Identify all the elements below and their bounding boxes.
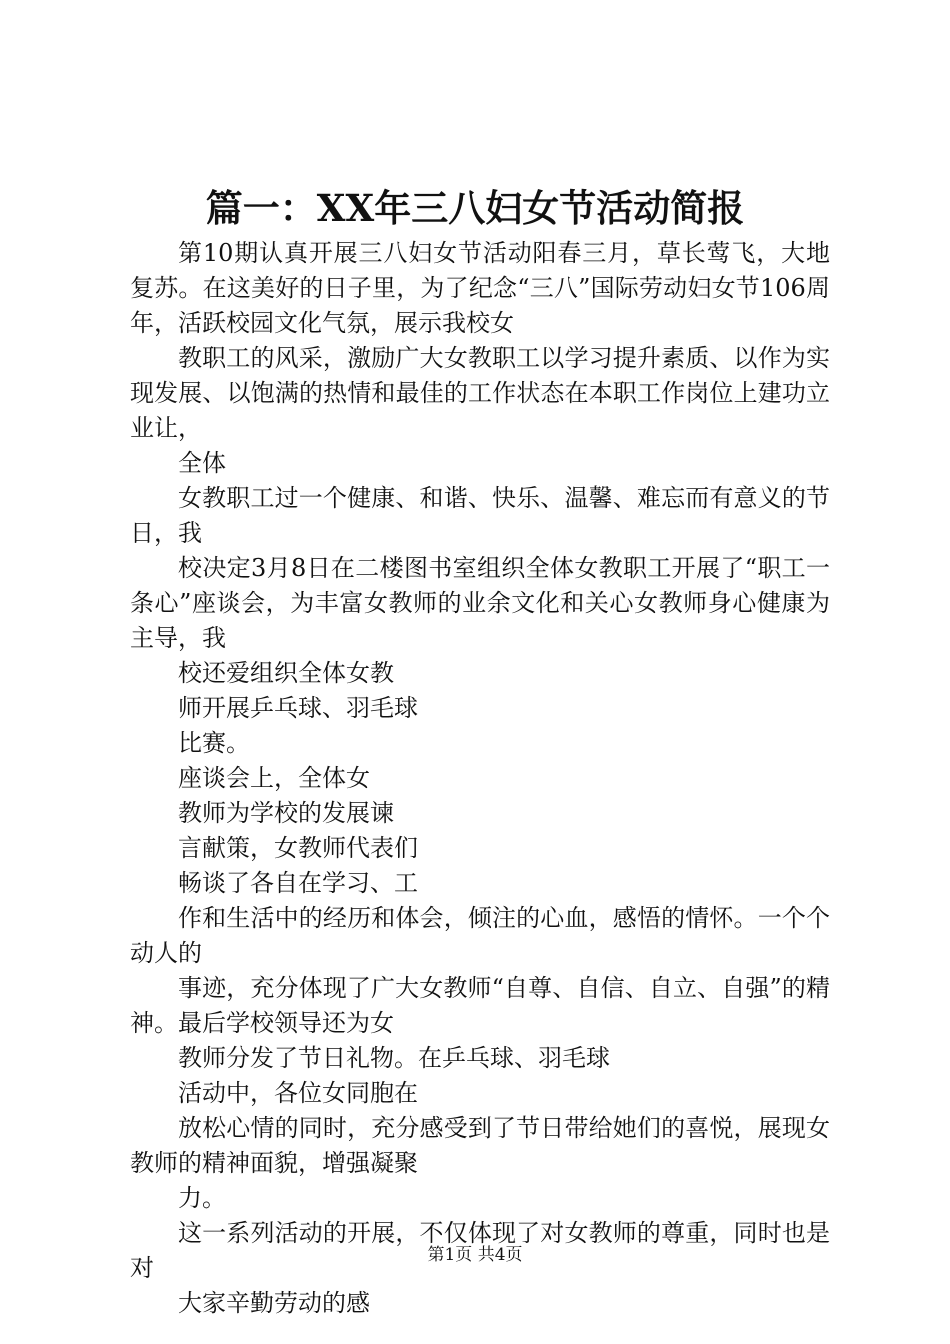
- paragraph: 作和生活中的经历和体会，倾注的心血，感悟的情怀。一个个动人的: [130, 904, 830, 967]
- paragraph: 事迹，充分体现了广大女教师“自尊、自信、自立、自强”的精神。最后学校领导还为女: [130, 974, 830, 1037]
- paragraph: 教职工的风采，激励广大女教职工以学习提升素质、以作为实现发展、以饱满的热情和最佳的工作状态在本职工作岗位上建功立业让，: [130, 344, 830, 442]
- paragraph: 女教职工过一个健康、和谐、快乐、温馨、难忘而有意义的节日，我: [130, 484, 830, 547]
- paragraph: 教师为学校的发展谏: [178, 799, 394, 827]
- paragraph: 第10期认真开展三八妇女节活动阳春三月，草长莺飞，大地复苏。在这美好的日子里，为了纪念“三八”国际劳动妇女节106周年，活跃校园文化气氛，展示我校女: [130, 239, 830, 337]
- page-number-footer: 第1页 共4页: [427, 1245, 523, 1265]
- paragraph: 力。: [178, 1184, 226, 1212]
- document-title: 篇一：XX年三八妇女节活动简报: [205, 186, 745, 230]
- paragraph: 校决定3月8日在二楼图书室组织全体女教职工开展了“职工一条心”座谈会，为丰富女教师的业余文化和关心女教师身心健康为主导，我: [130, 554, 830, 652]
- paragraph: 师开展乒乓球、羽毛球: [178, 694, 418, 722]
- paragraph: 放松心情的同时，充分感受到了节日带给她们的喜悦，展现女教师的精神面貌，增强凝聚: [130, 1114, 830, 1177]
- paragraph: 座谈会上，全体女: [178, 764, 370, 792]
- paragraph: 活动中，各位女同胞在: [178, 1079, 418, 1107]
- paragraph: 畅谈了各自在学习、工: [178, 869, 418, 897]
- paragraph: 大家辛勤劳动的感: [178, 1289, 370, 1317]
- paragraph: 校还爱组织全体女教: [178, 659, 394, 687]
- paragraph: 比赛。: [178, 729, 250, 757]
- paragraph: 全体: [178, 449, 226, 477]
- document-body: [130, 236, 830, 1321]
- paragraph: 这一系列活动的开展，不仅体现了对女教师的尊重，同时也是对: [130, 1219, 830, 1282]
- paragraph: 教师分发了节日礼物。在乒乓球、羽毛球: [178, 1044, 610, 1072]
- paragraph: 言献策，女教师代表们: [178, 834, 418, 862]
